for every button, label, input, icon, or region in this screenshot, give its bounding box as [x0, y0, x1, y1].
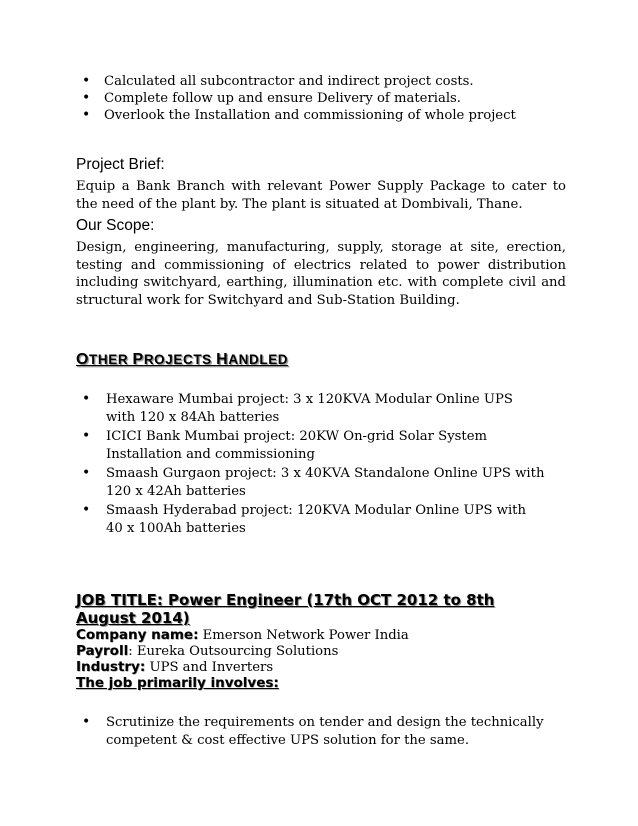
heading-cap: P: [132, 351, 144, 368]
industry-label: Industry:: [76, 659, 146, 675]
job-title: JOB TITLE: Power Engineer (17th OCT 2012 to 8th August 2014): [76, 591, 495, 627]
list-item: • Smaash Gurgaon project: 3 x 40KVA Standalone Online UPS with 120 x 42Ah batteries: [76, 465, 546, 500]
heading-small: ANDLED: [228, 352, 289, 367]
involves-label: The job primarily involves:: [76, 675, 279, 691]
list-item: • Hexaware Mumbai project: 3 x 120KVA Modular Online UPS with 120 x 84Ah batteries: [76, 391, 546, 426]
project-brief-text: Equip a Bank Branch with relevant Power Supply Package to cater to the need of the plant by. The plant is situated at Dombivali, Thane.: [76, 179, 566, 212]
industry-value: UPS and Inverters: [145, 660, 274, 675]
heading-cap: O: [76, 351, 90, 368]
other-projects-list: [76, 391, 546, 539]
list-item: • Complete follow up and ensure Delivery of materials.: [76, 90, 516, 107]
list-item: • Calculated all subcontractor and indirect project costs.: [76, 73, 516, 90]
duties-list: [76, 714, 546, 751]
project-brief-heading: Project Brief:: [76, 156, 165, 173]
company-line: [76, 627, 409, 644]
other-projects-heading: [76, 351, 288, 369]
our-scope-heading: Our Scope:: [76, 217, 155, 234]
list-item: • ICICI Bank Mumbai project: 20KW On-grid Solar System Installation and commissioning: [76, 428, 546, 463]
involves-line: [76, 675, 279, 692]
payroll-line: [76, 643, 338, 660]
our-scope-text: Design, engineering, manufacturing, supply, storage at site, erection, testing and commissioning of electrics related to power distribution including switchyard, earthing, illumination etc. with complete civil and structural work for Switchyard and Sub-Station Building.: [76, 240, 566, 308]
payroll-value: : Eureka Outsourcing Solutions: [128, 644, 339, 659]
company-label: Company name:: [76, 627, 199, 643]
top-bullet-list: [76, 73, 516, 124]
heading-small: THER: [89, 352, 133, 367]
heading-cap: H: [216, 351, 229, 368]
industry-line: [76, 659, 273, 676]
company-value: Emerson Network Power India: [198, 628, 409, 643]
list-item: • Scrutinize the requirements on tender and design the technically competent & cost effective UPS solution for the same.: [76, 714, 546, 749]
list-item: • Overlook the Installation and commissioning of whole project: [76, 107, 516, 124]
heading-small: ROJECTS: [143, 352, 217, 367]
payroll-label: Payroll: [76, 643, 129, 659]
list-item: • Smaash Hyderabad project: 120KVA Modular Online UPS with 40 x 100Ah batteries: [76, 502, 546, 537]
